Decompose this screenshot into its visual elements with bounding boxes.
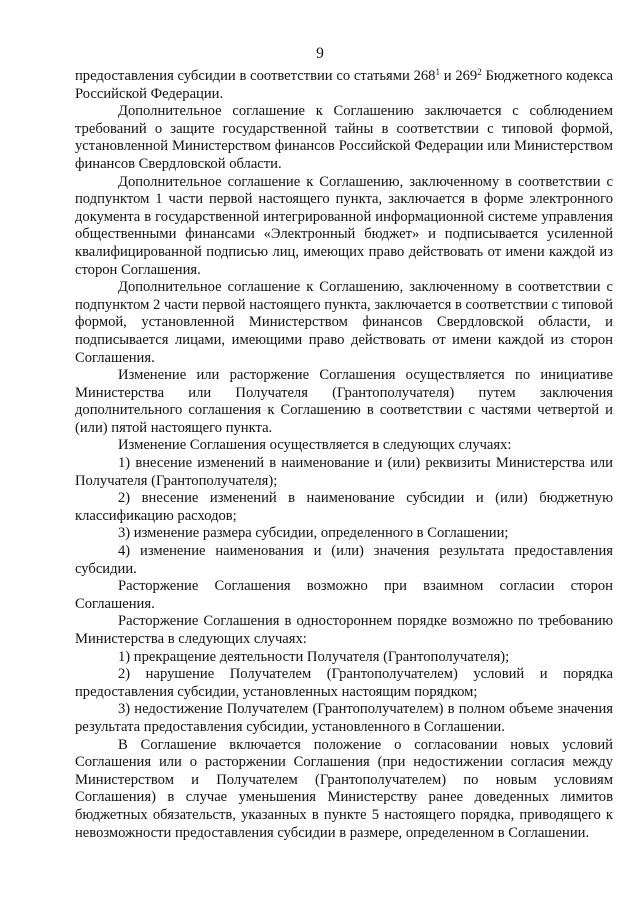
paragraph: Дополнительное соглашение к Соглашению, заключенному в соответствии с подпунктом 1 части первой настоящего пункта, заключается в форме электронного документа в государственной интегрированной информационной системе управления общественными финансами «Электронный бюджет» и подписывается усиленной квалифицированной подписью лиц, имеющих право действовать от имени каждой из сторон Соглашения. [75, 173, 613, 278]
list-item: 4) изменение наименования и (или) значения результата предоставления субсидии. [75, 543, 613, 577]
list-item: 1) прекращение деятельности Получателя (Грантополучателя); [118, 648, 510, 665]
paragraph: Расторжение Соглашения возможно при взаимном согласии сторон Соглашения. [75, 578, 613, 612]
paragraph-continuation [75, 68, 613, 103]
list-item: 2) нарушение Получателем (Грантополучателем) условий и порядка предоставления субсидии, установленных настоящим порядком; [75, 666, 613, 700]
list-item: 1) внесение изменений в наименование и (или) реквизиты Министерства или Получателя (Грантополучателя); [75, 455, 613, 489]
footnote-marker: 1 [435, 67, 440, 77]
paragraph-text: и 269 [439, 68, 478, 84]
paragraph-text: предоставления субсидии в соответствии со статьями 268 [75, 68, 436, 84]
page-number: 9 [316, 45, 324, 62]
list-item: 2) внесение изменений в наименование субсидии и (или) бюджетную классификацию расходов; [75, 490, 613, 524]
paragraph: Расторжение Соглашения в одностороннем порядке возможно по требованию Министерства в следующих случаях: [75, 613, 613, 647]
paragraph: Дополнительное соглашение к Соглашению заключается с соблюдением требований о защите государственной тайны в соответствии с типовой формой, установленной Министерством финансов Российской Федерации или Министерством финансов Свердловской области. [75, 103, 613, 172]
paragraph: Изменение или расторжение Соглашения осуществляется по инициативе Министерства или Получателя (Грантополучателя) путем заключения дополнительного соглашения к Соглашению в соответствии с частями четвертой и (или) пятой настоящего пункта. [75, 367, 613, 436]
paragraph-text: Бюджетного кодекса Российской Федерации. [75, 68, 613, 102]
document-body [75, 68, 613, 842]
list-item: 3) изменение размера субсидии, определенного в Соглашении; [118, 525, 509, 542]
paragraph: Дополнительное соглашение к Соглашению, заключенному в соответствии с подпунктом 2 части первой настоящего пункта, заключается в соответствии с типовой формой, установленной Министерством финансов Свердловской области, и подписывается лицами, имеющими право действовать от имени каждой из сторон Соглашения. [75, 279, 613, 366]
list-item: 3) недостижение Получателем (Грантополучателем) в полном объеме значения результата предоставления субсидии, установленного в Соглашении. [75, 701, 613, 735]
footnote-marker: 2 [477, 67, 482, 77]
paragraph: В Соглашение включается положение о согласовании новых условий Соглашения или о расторжении Соглашения (при недостижении согласия между Министерством и Получателем (Грантополучателем) по новым условиям Соглашения) в случае уменьшения Министерству ранее доведенных лимитов бюджетных обязательств, указанных в пункте 5 настоящего порядка, приводящего к невозможности предоставления субсидии в размере, определенном в Соглашении. [75, 736, 613, 841]
paragraph: Изменение Соглашения осуществляется в следующих случаях: [118, 437, 512, 454]
